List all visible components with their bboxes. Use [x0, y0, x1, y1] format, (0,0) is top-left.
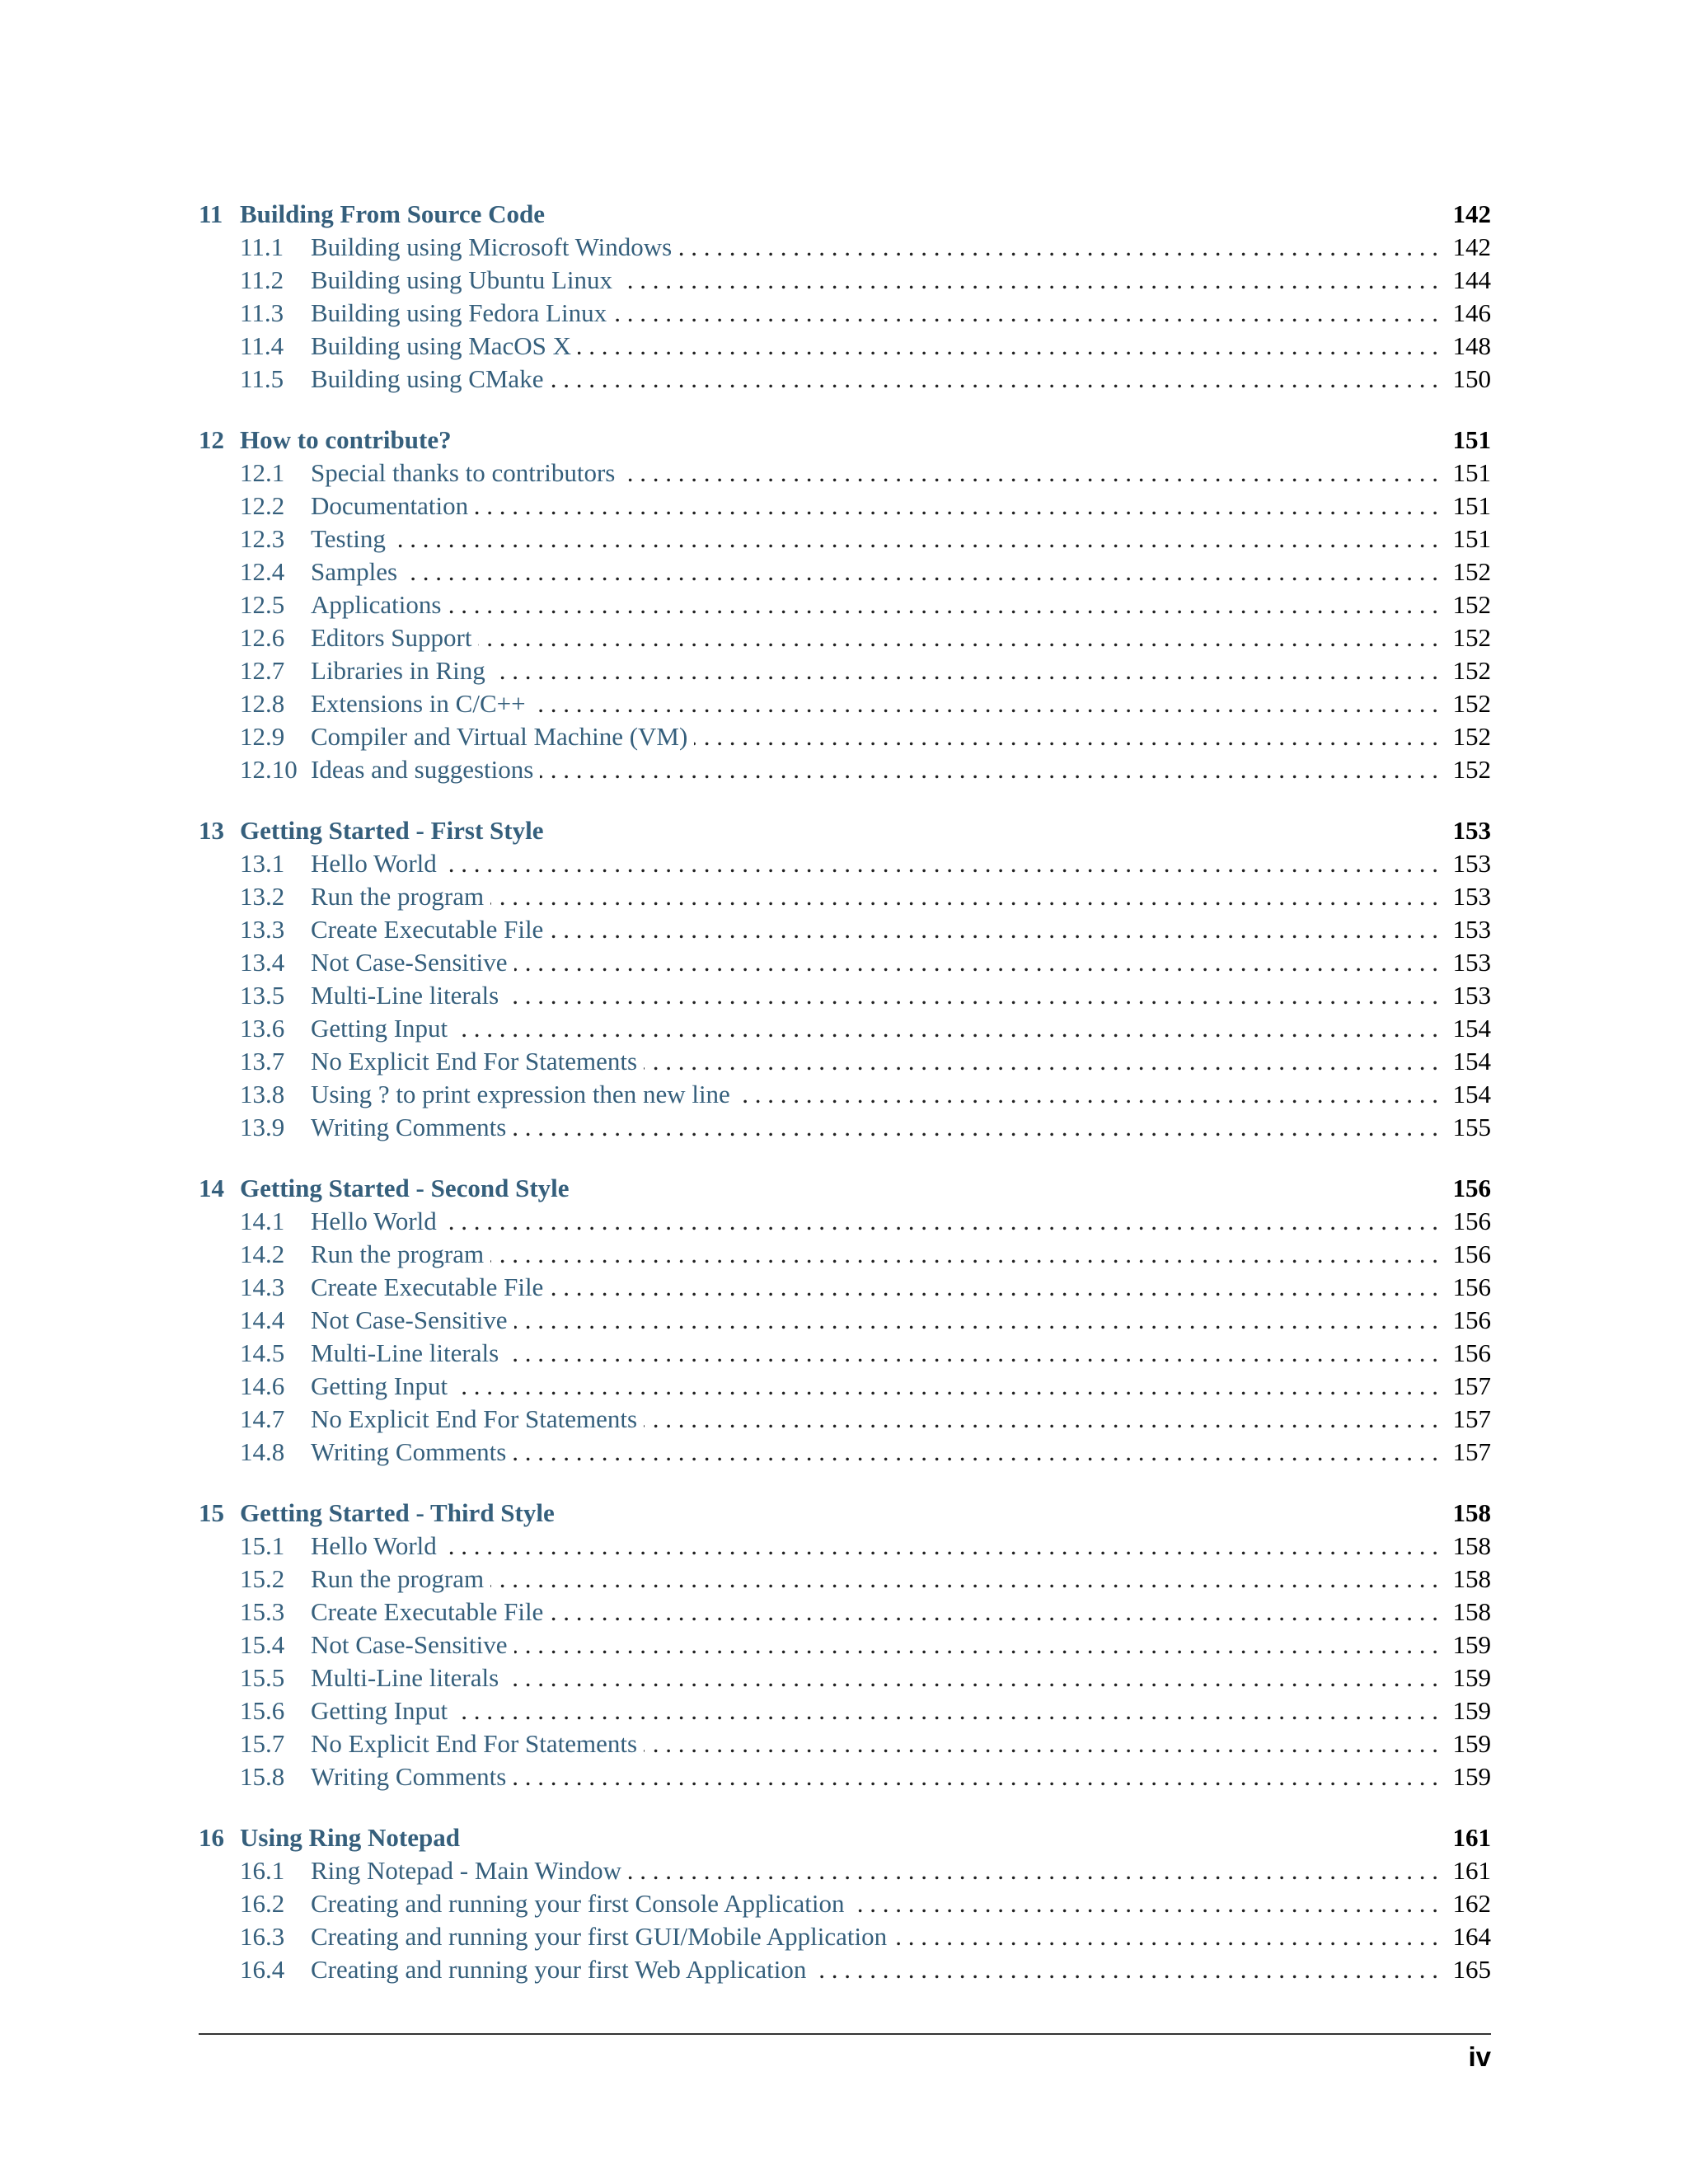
section-page: 159: [1452, 1630, 1491, 1659]
dot-leader: [813, 1953, 1438, 1986]
section-page: 152: [1452, 557, 1491, 586]
dot-leader: [454, 1012, 1438, 1045]
section-number: 11.3: [240, 298, 284, 327]
toc-section-link[interactable]: [199, 847, 1491, 880]
section-title[interactable]: Testing: [311, 524, 386, 553]
dot-leader: [532, 687, 1438, 720]
section-title[interactable]: Building using Ubuntu Linux: [311, 265, 612, 294]
section-number: 12.3: [240, 524, 285, 553]
toc-chapter: [199, 198, 1491, 396]
section-number: 11.4: [240, 331, 284, 360]
toc-section-link[interactable]: [199, 720, 1491, 753]
section-title[interactable]: Create Executable File: [311, 915, 544, 944]
section-page: 154: [1452, 1047, 1491, 1076]
section-number: 14.3: [240, 1272, 285, 1301]
toc-section-link[interactable]: [199, 1337, 1491, 1370]
section-number: 13.4: [240, 948, 285, 977]
section-title[interactable]: Creating and running your first Web Application: [311, 1955, 807, 1984]
section-page: 152: [1452, 755, 1491, 784]
section-page: 157: [1452, 1371, 1491, 1400]
dot-leader: [490, 1238, 1438, 1271]
section-title[interactable]: Not Case-Sensitive: [311, 948, 508, 977]
toc-section-link[interactable]: [199, 588, 1491, 621]
toc-chapter: [199, 814, 1491, 1144]
section-title[interactable]: Creating and running your first Console Application: [311, 1889, 845, 1918]
toc-chapter-link[interactable]: [199, 1821, 1491, 1854]
section-title[interactable]: Using ? to print expression then new line: [311, 1080, 730, 1108]
section-title[interactable]: Multi-Line literals: [311, 981, 499, 1010]
section-title[interactable]: Hello World: [311, 1207, 437, 1235]
section-number: 15.7: [240, 1729, 285, 1758]
section-page: 144: [1452, 265, 1491, 294]
toc-chapter: [199, 424, 1491, 786]
dot-leader: [505, 1661, 1438, 1694]
dot-leader: [893, 1920, 1438, 1953]
toc-section-link[interactable]: [199, 1727, 1491, 1760]
toc-section-link[interactable]: [199, 654, 1491, 687]
section-number: 11.5: [240, 364, 284, 393]
section-number: 12.1: [240, 458, 285, 487]
section-number: 12.6: [240, 623, 285, 652]
section-number: 14.4: [240, 1305, 285, 1334]
section-number: 11.2: [240, 265, 284, 294]
chapter-page: 153: [1452, 816, 1491, 845]
section-number: 11.1: [240, 232, 284, 261]
section-page: 154: [1452, 1080, 1491, 1108]
section-number: 13.5: [240, 981, 285, 1010]
toc-section-link[interactable]: [199, 264, 1491, 297]
dot-leader: [628, 1854, 1438, 1887]
toc-section-link[interactable]: [199, 1205, 1491, 1238]
section-number: 15.1: [240, 1531, 285, 1560]
section-page: 153: [1452, 981, 1491, 1010]
section-page: 142: [1452, 232, 1491, 261]
section-page: 152: [1452, 590, 1491, 619]
toc-section-link[interactable]: [199, 1530, 1491, 1563]
chapter-title[interactable]: Getting Started - First Style: [240, 816, 544, 845]
dot-leader: [619, 264, 1438, 297]
section-number: 13.2: [240, 882, 285, 911]
section-page: 146: [1452, 298, 1491, 327]
section-number: 15.5: [240, 1663, 285, 1692]
toc-section-link[interactable]: [199, 1661, 1491, 1694]
section-page: 152: [1452, 623, 1491, 652]
section-number: 14.8: [240, 1437, 285, 1466]
toc-chapter: [199, 1172, 1491, 1469]
section-page: 156: [1452, 1305, 1491, 1334]
toc-chapter-link[interactable]: [199, 1172, 1491, 1205]
section-number: 15.3: [240, 1597, 285, 1626]
section-title[interactable]: Samples: [311, 557, 398, 586]
section-page: 158: [1452, 1564, 1491, 1593]
toc-section-link[interactable]: [199, 946, 1491, 979]
section-page: 159: [1452, 1663, 1491, 1692]
section-page: 151: [1452, 524, 1491, 553]
toc-section-link[interactable]: [199, 231, 1491, 264]
toc-chapter-link[interactable]: [199, 198, 1491, 231]
dot-leader: [514, 946, 1439, 979]
section-number: 12.9: [240, 722, 285, 751]
section-title[interactable]: Hello World: [311, 1531, 437, 1560]
section-title[interactable]: Libraries in Ring: [311, 656, 485, 685]
dot-leader: [851, 1887, 1438, 1920]
dot-leader: [478, 621, 1438, 654]
chapter-number: 13: [199, 816, 224, 845]
section-number: 16.2: [240, 1889, 285, 1918]
section-page: 152: [1452, 722, 1491, 751]
toc-section-link[interactable]: [199, 880, 1491, 913]
dot-leader: [505, 1337, 1438, 1370]
toc-section-link[interactable]: [199, 687, 1491, 720]
section-title[interactable]: Creating and running your first GUI/Mobile Application: [311, 1922, 888, 1951]
section-number: 12.5: [240, 590, 285, 619]
section-title[interactable]: Editors Support: [311, 623, 472, 652]
section-number: 13.3: [240, 915, 285, 944]
section-title[interactable]: Building using MacOS X: [311, 331, 572, 360]
dot-leader: [678, 231, 1438, 264]
dot-leader: [448, 588, 1438, 621]
section-title[interactable]: Documentation: [311, 491, 469, 520]
section-page: 153: [1452, 915, 1491, 944]
section-title[interactable]: Ring Notepad - Main Window: [311, 1856, 622, 1885]
section-page: 165: [1452, 1955, 1491, 1984]
toc-section-link[interactable]: [199, 1854, 1491, 1887]
toc-chapter-link[interactable]: [199, 814, 1491, 847]
section-number: 13.9: [240, 1113, 285, 1141]
section-page: 153: [1452, 948, 1491, 977]
section-number: 15.8: [240, 1762, 285, 1791]
toc-section-link[interactable]: [199, 363, 1491, 396]
section-number: 13.6: [240, 1014, 285, 1043]
dot-leader: [578, 330, 1438, 363]
section-title[interactable]: Not Case-Sensitive: [311, 1630, 508, 1659]
section-page: 152: [1452, 656, 1491, 685]
chapter-number: 14: [199, 1174, 224, 1202]
section-number: 13.1: [240, 849, 285, 878]
dot-leader: [404, 555, 1438, 588]
section-title[interactable]: No Explicit End For Statements: [311, 1729, 638, 1758]
section-number: 16.1: [240, 1856, 285, 1885]
section-number: 12.10: [240, 755, 298, 784]
section-number: 15.2: [240, 1564, 285, 1593]
section-page: 153: [1452, 849, 1491, 878]
section-number: 12.2: [240, 491, 285, 520]
section-number: 12.4: [240, 557, 285, 586]
dot-leader: [613, 297, 1438, 330]
dot-leader: [513, 1436, 1438, 1469]
section-page: 148: [1452, 331, 1491, 360]
toc-chapter-link[interactable]: [199, 424, 1491, 457]
table-of-contents: [199, 198, 1491, 2014]
section-number: 13.7: [240, 1047, 285, 1076]
section-page: 157: [1452, 1437, 1491, 1466]
toc-section-link[interactable]: [199, 1370, 1491, 1403]
dot-leader: [392, 523, 1438, 555]
section-page: 161: [1452, 1856, 1491, 1885]
chapter-page: 158: [1452, 1498, 1491, 1527]
section-number: 13.8: [240, 1080, 285, 1108]
toc-section-link[interactable]: [199, 1111, 1491, 1144]
section-title[interactable]: Writing Comments: [311, 1762, 507, 1791]
chapter-number: 12: [199, 425, 224, 454]
toc-section-link[interactable]: [199, 330, 1491, 363]
dot-leader: [513, 1760, 1438, 1793]
toc-section-link[interactable]: [199, 1436, 1491, 1469]
section-page: 159: [1452, 1696, 1491, 1725]
section-page: 158: [1452, 1531, 1491, 1560]
toc-section-link[interactable]: [199, 979, 1491, 1012]
section-number: 14.2: [240, 1240, 285, 1268]
toc-section-link[interactable]: [199, 1045, 1491, 1078]
toc-section-link[interactable]: [199, 1304, 1491, 1337]
chapter-number: 11: [199, 199, 223, 228]
chapter-number: 16: [199, 1823, 224, 1852]
section-title[interactable]: Getting Input: [311, 1371, 448, 1400]
section-title[interactable]: Building using Fedora Linux: [311, 298, 607, 327]
section-title[interactable]: Create Executable File: [311, 1597, 544, 1626]
section-title[interactable]: Hello World: [311, 849, 437, 878]
dot-leader: [513, 1111, 1438, 1144]
section-title[interactable]: Writing Comments: [311, 1437, 507, 1466]
dot-leader: [550, 1596, 1438, 1629]
section-number: 14.6: [240, 1371, 285, 1400]
dot-leader: [540, 753, 1438, 786]
section-number: 12.7: [240, 656, 285, 685]
toc-section-link[interactable]: [199, 1596, 1491, 1629]
section-number: 16.3: [240, 1922, 285, 1951]
toc-section-link[interactable]: [199, 457, 1491, 490]
dot-leader: [644, 1403, 1438, 1436]
section-page: 155: [1452, 1113, 1491, 1141]
section-page: 153: [1452, 882, 1491, 911]
toc-section-link[interactable]: [199, 1078, 1491, 1111]
footer-page-number: iv: [1468, 2041, 1491, 2072]
toc-section-link[interactable]: [199, 1920, 1491, 1953]
section-page: 154: [1452, 1014, 1491, 1043]
toc-section-link[interactable]: [199, 1760, 1491, 1793]
dot-leader: [694, 720, 1438, 753]
section-title[interactable]: Multi-Line literals: [311, 1338, 499, 1367]
section-page: 157: [1452, 1404, 1491, 1433]
section-title[interactable]: Run the program: [311, 882, 485, 911]
section-title[interactable]: Applications: [311, 590, 442, 619]
dot-leader: [490, 1563, 1438, 1596]
section-title[interactable]: Run the program: [311, 1564, 485, 1593]
dot-leader: [644, 1045, 1438, 1078]
dot-leader: [550, 1271, 1438, 1304]
section-title[interactable]: No Explicit End For Statements: [311, 1047, 638, 1076]
chapter-title[interactable]: Using Ring Notepad: [240, 1823, 460, 1852]
dot-leader: [505, 979, 1438, 1012]
toc-section-link[interactable]: [199, 1563, 1491, 1596]
toc-section-link[interactable]: [199, 1012, 1491, 1045]
section-title[interactable]: Getting Input: [311, 1014, 448, 1043]
section-title[interactable]: Ideas and suggestions: [311, 755, 534, 784]
toc-section-link[interactable]: [199, 621, 1491, 654]
chapter-title[interactable]: Getting Started - Third Style: [240, 1498, 555, 1527]
dot-leader: [454, 1370, 1438, 1403]
section-number: 16.4: [240, 1955, 285, 1984]
toc-chapter: [199, 1497, 1491, 1793]
section-page: 156: [1452, 1240, 1491, 1268]
section-title[interactable]: Special thanks to contributors: [311, 458, 616, 487]
section-number: 14.5: [240, 1338, 285, 1367]
toc-section-link[interactable]: [199, 555, 1491, 588]
dot-leader: [490, 880, 1438, 913]
dot-leader: [475, 490, 1438, 523]
dot-leader: [443, 847, 1438, 880]
section-number: 14.1: [240, 1207, 285, 1235]
chapter-page: 156: [1452, 1174, 1491, 1202]
toc-section-link[interactable]: [199, 1271, 1491, 1304]
section-title[interactable]: Create Executable File: [311, 1272, 544, 1301]
toc-section-link[interactable]: [199, 913, 1491, 946]
toc-section-link[interactable]: [199, 490, 1491, 523]
section-title[interactable]: Writing Comments: [311, 1113, 507, 1141]
chapter-title[interactable]: Getting Started - Second Style: [240, 1174, 570, 1202]
section-title[interactable]: Getting Input: [311, 1696, 448, 1725]
section-title[interactable]: Building using CMake: [311, 364, 544, 393]
dot-leader: [514, 1304, 1439, 1337]
toc-section-link[interactable]: [199, 297, 1491, 330]
chapter-page: 142: [1452, 199, 1491, 228]
chapter-page: 161: [1452, 1823, 1491, 1852]
toc-section-link[interactable]: [199, 1238, 1491, 1271]
dot-leader: [621, 457, 1438, 490]
dot-leader: [737, 1078, 1438, 1111]
section-page: 151: [1452, 491, 1491, 520]
section-page: 152: [1452, 689, 1491, 718]
dot-leader: [492, 654, 1438, 687]
toc-chapter-link[interactable]: [199, 1497, 1491, 1530]
toc-section-link[interactable]: [199, 1629, 1491, 1661]
dot-leader: [443, 1205, 1438, 1238]
section-page: 162: [1452, 1889, 1491, 1918]
chapter-number: 15: [199, 1498, 224, 1527]
toc-section-link[interactable]: [199, 1403, 1491, 1436]
toc-section-link[interactable]: [199, 1694, 1491, 1727]
section-title[interactable]: Not Case-Sensitive: [311, 1305, 508, 1334]
dot-leader: [514, 1629, 1439, 1661]
toc-section-link[interactable]: [199, 1887, 1491, 1920]
chapter-title[interactable]: How to contribute?: [240, 425, 452, 454]
section-page: 156: [1452, 1207, 1491, 1235]
section-title[interactable]: Run the program: [311, 1240, 485, 1268]
toc-chapter: [199, 1821, 1491, 1986]
dot-leader: [443, 1530, 1438, 1563]
dot-leader: [644, 1727, 1438, 1760]
chapter-title[interactable]: Building From Source Code: [240, 199, 546, 228]
section-title[interactable]: Building using Microsoft Windows: [311, 232, 673, 261]
section-page: 156: [1452, 1338, 1491, 1367]
section-page: 156: [1452, 1272, 1491, 1301]
section-number: 15.6: [240, 1696, 285, 1725]
section-number: 12.8: [240, 689, 285, 718]
toc-section-link[interactable]: [199, 1953, 1491, 1986]
section-number: 15.4: [240, 1630, 285, 1659]
section-page: 158: [1452, 1597, 1491, 1626]
section-page: 159: [1452, 1762, 1491, 1791]
dot-leader: [550, 913, 1438, 946]
section-number: 14.7: [240, 1404, 285, 1433]
toc-section-link[interactable]: [199, 753, 1491, 786]
chapter-page: 151: [1452, 425, 1491, 454]
toc-section-link[interactable]: [199, 523, 1491, 555]
dot-leader: [550, 363, 1438, 396]
section-title[interactable]: Extensions in C/C++: [311, 689, 526, 718]
section-page: 159: [1452, 1729, 1491, 1758]
section-page: 164: [1452, 1922, 1491, 1951]
section-page: 151: [1452, 458, 1491, 487]
footer-rule: [199, 2033, 1491, 2035]
section-page: 150: [1452, 364, 1491, 393]
section-title[interactable]: Multi-Line literals: [311, 1663, 499, 1692]
section-title[interactable]: Compiler and Virtual Machine (VM): [311, 722, 688, 751]
section-title[interactable]: No Explicit End For Statements: [311, 1404, 638, 1433]
dot-leader: [454, 1694, 1438, 1727]
